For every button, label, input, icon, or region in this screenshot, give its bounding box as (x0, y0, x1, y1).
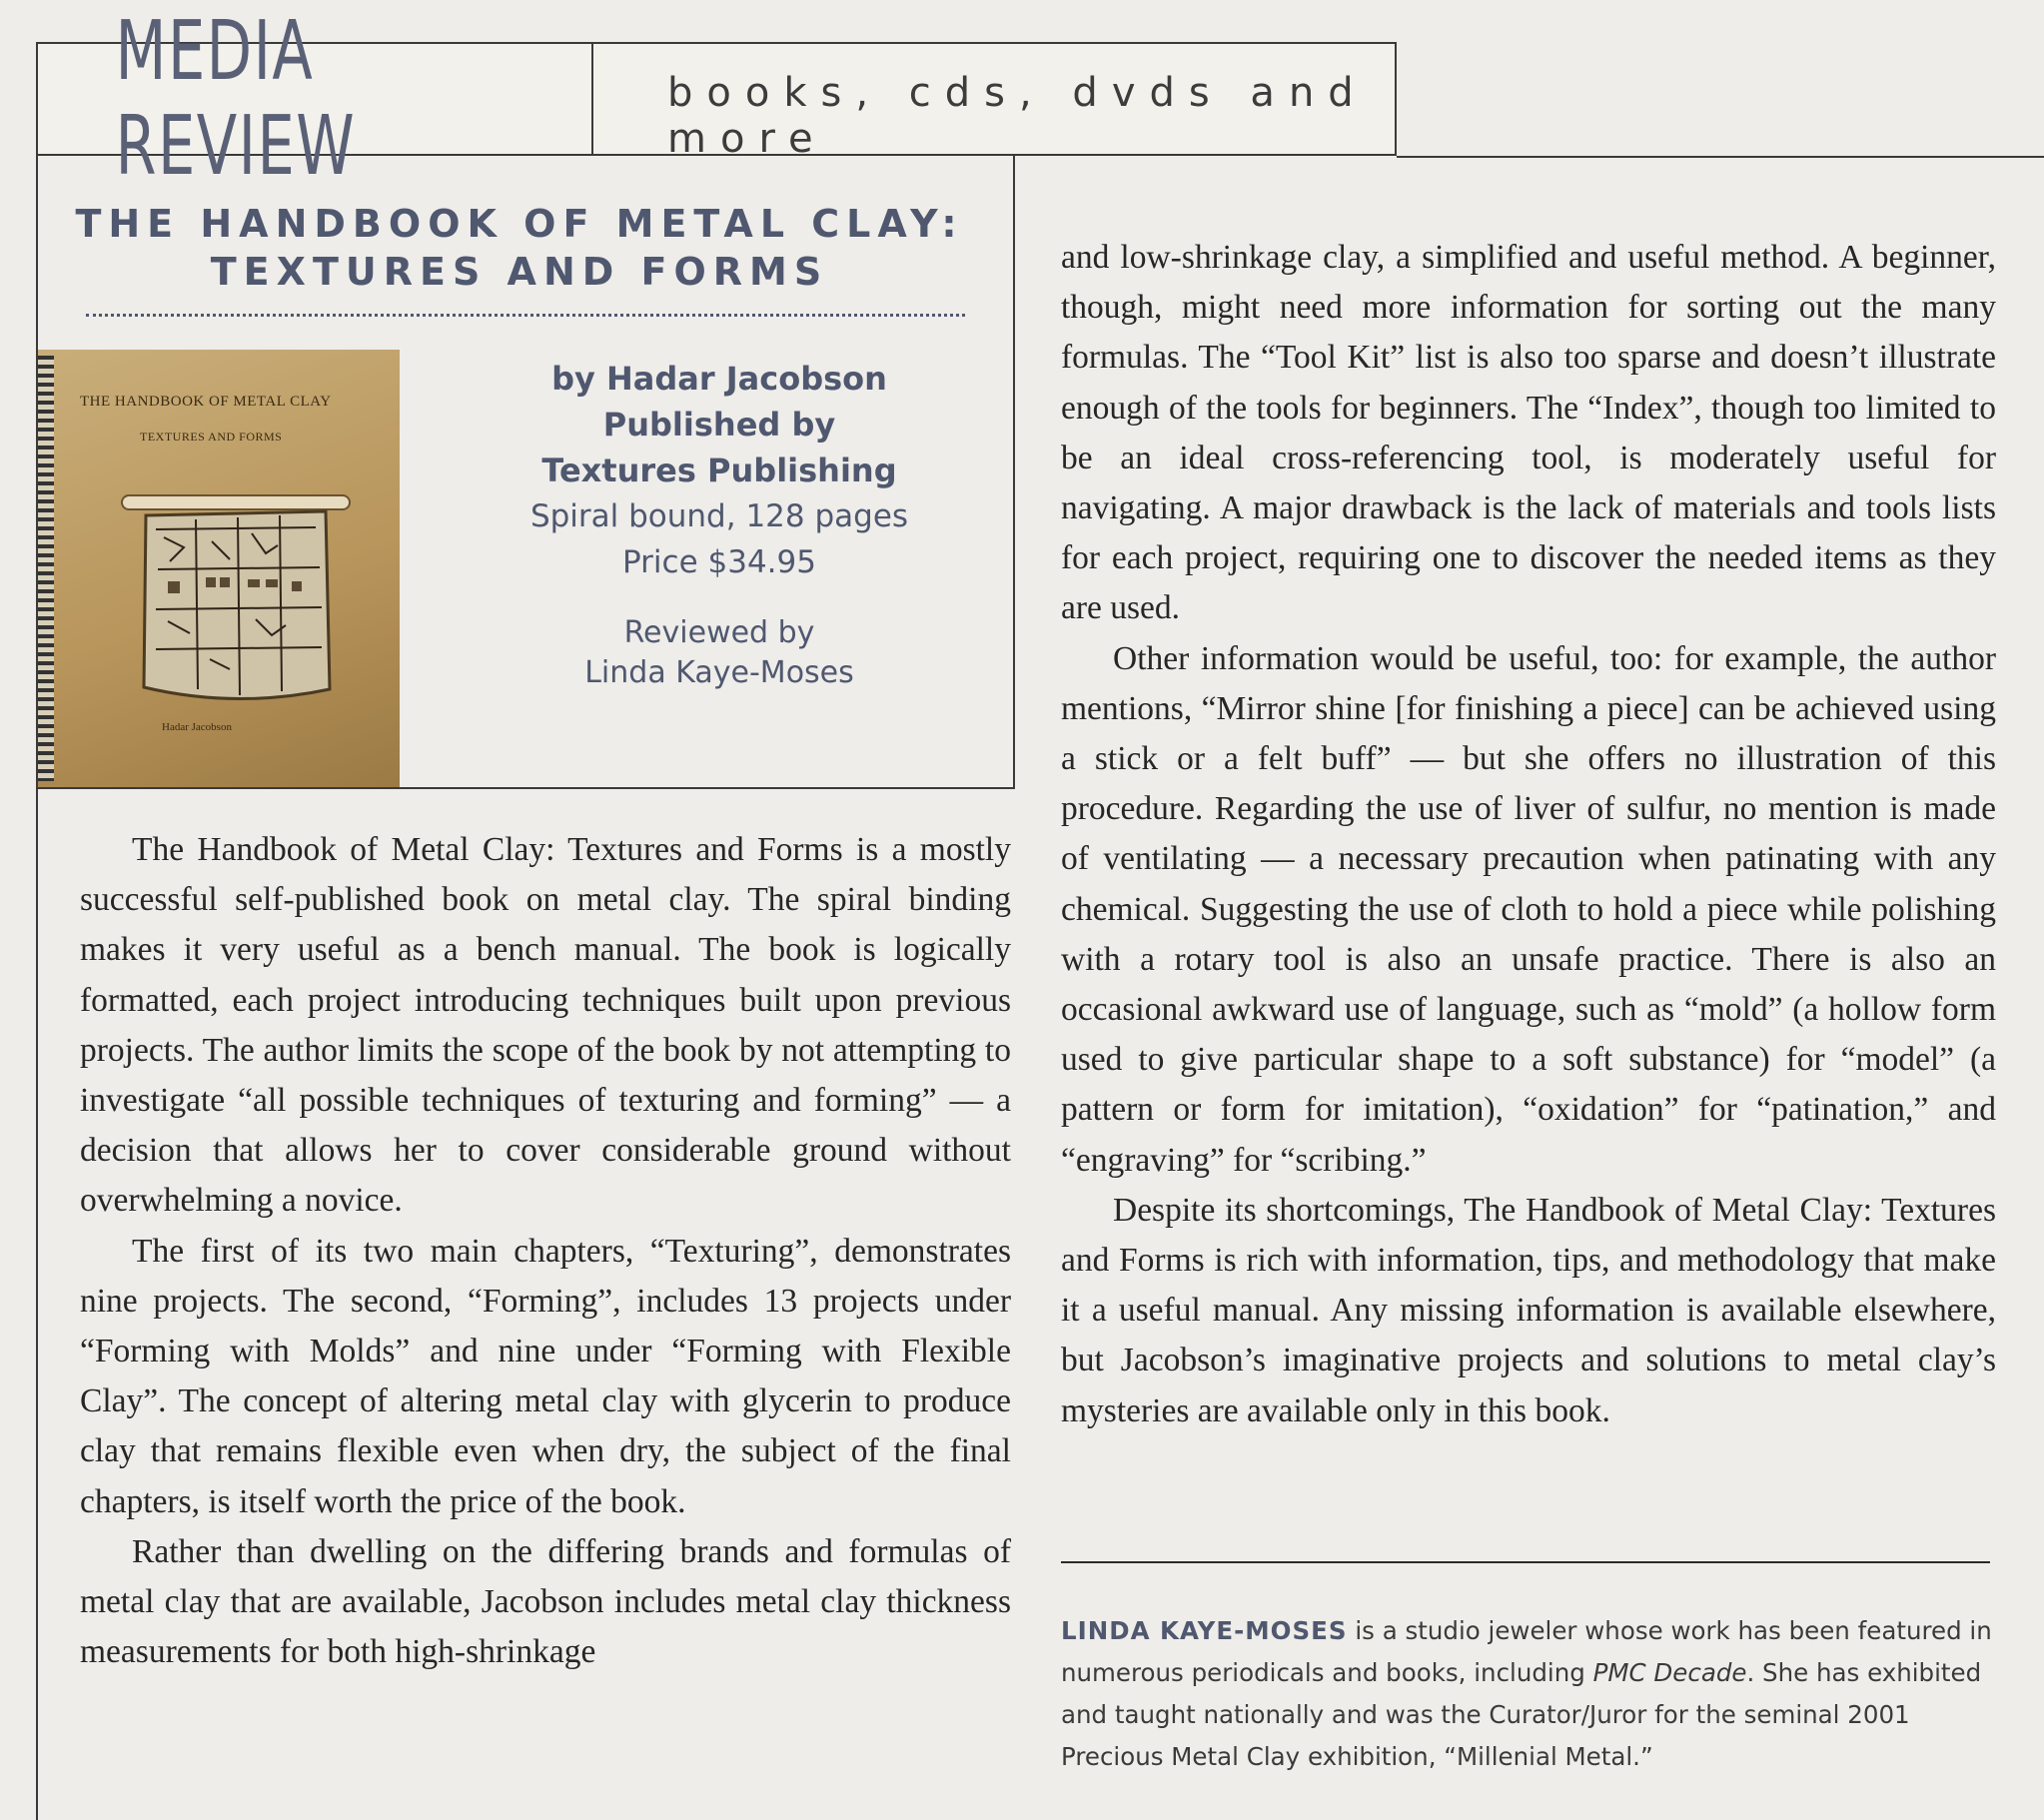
review-title: THE HANDBOOK OF METAL CLAY: TEXTURES AND FORMS (75, 202, 964, 294)
dotted-divider (86, 314, 965, 317)
article-column-left (80, 825, 1011, 1677)
book-format: Spiral bound, 128 pages (529, 498, 909, 534)
article-column-right (1061, 233, 1996, 1436)
publisher-label: Published by (602, 406, 836, 444)
bio-divider (1061, 1561, 1990, 1563)
book-details (430, 356, 1009, 693)
header-rule (1397, 156, 2044, 158)
spiral-binding (38, 356, 54, 781)
cover-title: THE HANDBOOK OF METAL CLAY (80, 394, 332, 410)
publisher: Textures Publishing (541, 452, 897, 489)
paragraph-continued: and low-shrinkage clay, a simplified and useful method. A beginner, though, might need more information for sorting out the many formulas. The “Tool Kit” list is also too sparse and doesn’t illustrate enough of the tools for beginners. The “Index”, though too limited to be an ideal cross-referencing tool, is moderately useful for navigating. A major drawback is the lack of materials and tools lists for each project, requiring one to discover the needed items as they are used. (1061, 239, 1996, 627)
cover-subtitle: TEXTURES AND FORMS (140, 430, 283, 444)
book-author: by Hadar Jacobson (551, 360, 887, 398)
cover-author: Hadar Jacobson (162, 721, 232, 733)
paragraph: Other information would be useful, too: for example, the author mentions, “Mirror shine [for finishing a piece] can be achieved using a stick or a felt buff” — but she offers no illustration of this procedure. Regarding the use of liver of sulfur, no mention is made of ventilating — a necessary precaution when patinating with any chemical. Suggesting the use of cloth to hold a piece while polishing with a rotary tool is also an unsafe practice. There is also an occasional awkward use of language, such as “mold” (a hollow form used to give particular shape to a soft substance) for “model” (a pattern or form for imitation), “oxidation” for “patination,” and “engraving” for “scribing.” (1061, 639, 1996, 1179)
reviewer-name: Linda Kaye-Moses (584, 655, 854, 690)
paragraph: Despite its shortcomings, The Handbook of Metal Clay: Textures and Forms is rich with information, tips, and methodology that make it a useful manual. Any missing information is available elsewhere, but Jacobson’s imaginative projects and solutions to metal clay’s mysteries are available only in this book. (1061, 1191, 1996, 1429)
reviewer-bio: LINDA KAYE-MOSES is a studio jeweler whose work has been featured in numerous periodicals and books, including PMC Decade. She has exhibited and taught nationally and was the Curator/Juror for the seminal 2001 Precious Metal Clay exhibition, “Millenial Metal.” (1061, 1616, 1992, 1771)
paragraph: Rather than dwelling on the differing brands and formulas of metal clay that are available, Jacobson includes metal clay thickness measurements for both high-shrinkage (80, 1532, 1011, 1671)
cover-pendant-illustration (116, 489, 356, 719)
section-tagline: books, cds, dvds and more (667, 70, 1368, 162)
paragraph: The Handbook of Metal Clay: Textures and Forms is a mostly successful self-published book on metal clay. The spiral binding makes it very useful as a bench manual. The book is logically formatted, each project introducing techniques built upon previous projects. The author limits the scope of the book by not attempting to investigate “all possible techniques of texturing and forming” — a decision that allows her to cover considerable ground without overwhelming a novice. (80, 831, 1011, 1220)
bio-name: LINDA KAYE-MOSES (1061, 1616, 1348, 1645)
bio-publication: PMC Decade (1592, 1658, 1747, 1687)
book-price: Price $34.95 (622, 544, 816, 580)
section-header (36, 4, 1397, 194)
reviewed-by-label: Reviewed by (623, 615, 815, 650)
paragraph: The first of its two main chapters, “Texturing”, demonstrates nine projects. The second, “Forming”, includes 13 projects under “Forming with Molds” and nine under “Forming with Flexible Clay”. The concept of altering metal clay with glycerin to produce clay that remains flexible even when dry, the subject of the final chapters, is itself worth the price of the book. (80, 1232, 1011, 1520)
section-title: MEDIA REVIEW (38, 44, 593, 154)
